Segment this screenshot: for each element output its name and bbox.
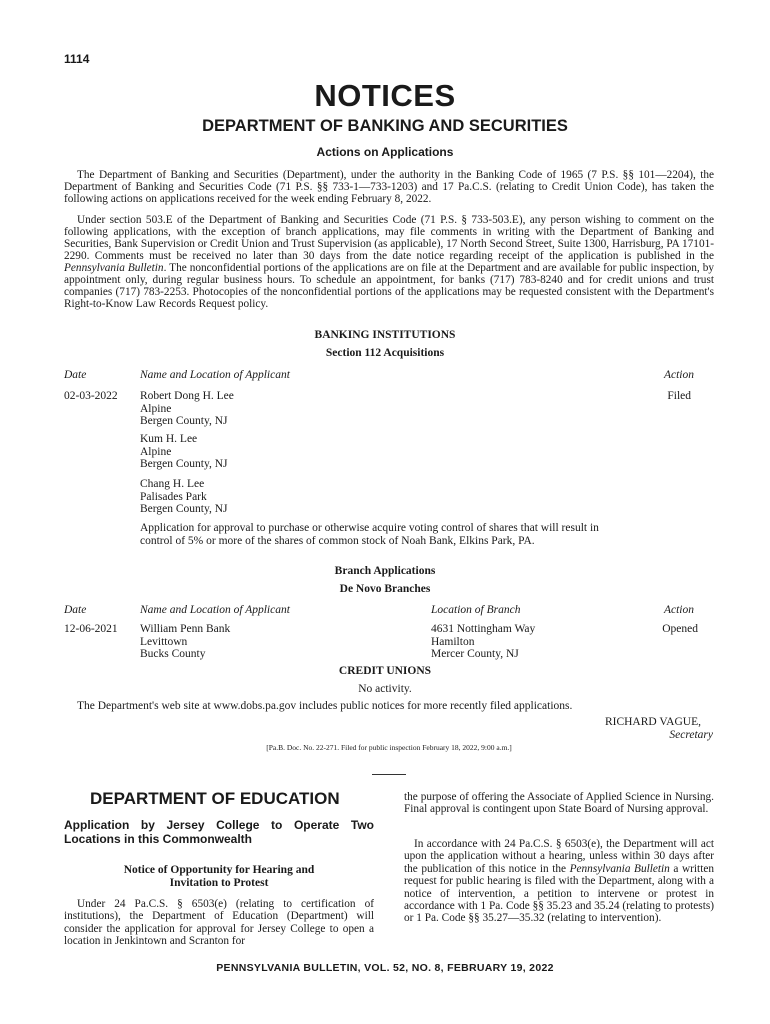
branch-action: Opened	[662, 623, 698, 635]
comment-paragraph	[64, 214, 714, 310]
credit-unions-status: No activity.	[358, 683, 412, 695]
department-title: DEPARTMENT OF BANKING AND SECURITIES	[202, 117, 568, 135]
branch-street: 4631 Nottingham Way	[431, 623, 536, 635]
education-title: DEPARTMENT OF EDUCATION	[90, 789, 340, 808]
education-right-text-b: a written request for public hearing is filed with the Department, along with a notice of intervention, a petition to intervene or protest in accordance with 1 Pa. Code §§ 35.23 and 35.24 (relating to protests) or 1 Pa. Code §§ 35.27—35.32 (relating to intervention).	[404, 862, 714, 925]
applicant-county: Bergen County, NJ	[140, 415, 228, 428]
page-footer: PENNSYLVANIA BULLETIN, VOL. 52, NO. 8, FEBRUARY 19, 2022	[216, 962, 554, 974]
subheading: Actions on Applications	[316, 145, 454, 159]
applicant-name: Kum H. Lee	[140, 433, 198, 445]
branch-applicant-city: Levittown	[140, 635, 188, 648]
applicant-county: Bergen County, NJ	[140, 458, 228, 471]
applicant-block	[140, 433, 228, 471]
notice-heading-line-1: Notice of Opportunity for Hearing and	[123, 864, 315, 876]
credit-unions-heading: CREDIT UNIONS	[338, 665, 432, 677]
education-subtitle-text: Application by Jersey College to Operate Two Locations in this Commonwealth	[64, 818, 374, 846]
branch-col-action: Action	[663, 604, 694, 616]
education-left-paragraph: Under 24 Pa.C.S. § 6503(e) (relating to certification of institutions), the Department of Education (Department) will consider the application for approval for Jersey College to open a location in Jenkintown and Scranton for	[64, 898, 374, 948]
section-title: NOTICES	[314, 78, 456, 113]
applicant-name: Robert Dong H. Lee	[140, 390, 234, 402]
banking-institutions-heading: BANKING INSTITUTIONS	[314, 329, 456, 341]
notice-heading	[64, 864, 374, 890]
education-subtitle	[64, 818, 374, 846]
branch-applicant-name: William Penn Bank	[140, 623, 231, 635]
document-filing-line: [Pa.B. Doc. No. 22-271. Filed for public inspection February 18, 2022, 9:00 a.m.]	[266, 743, 512, 752]
branch-applicant	[140, 623, 230, 661]
applicant-county: Bergen County, NJ	[140, 503, 228, 516]
applicant-block	[140, 390, 234, 428]
col-header-name: Name and Location of Applicant	[140, 369, 290, 381]
bulletin-name: Pennsylvania Bulletin	[64, 262, 164, 274]
denovo-branches-heading: De Novo Branches	[339, 583, 431, 595]
col-header-action: Action	[663, 369, 694, 381]
intro-paragraph: The Department of Banking and Securities (Department), under the authority in the Banking Code of 1965 (7 P.S. §§ 101—2204), the Department of Banking and Securities Code (71 P.S. §§ 733-1—733-1203) and 17 Pa.C.S. (relating to Credit Union Code), has taken the following actions on applications received for the week ending February 8, 2022.	[64, 169, 714, 205]
branch-county: Mercer County, NJ	[431, 648, 519, 661]
signature-title: Secretary	[669, 729, 713, 741]
education-right-paragraph-1: the purpose of offering the Associate of Applied Science in Nursing. Final approval is contingent upon State Board of Nursing approval.	[404, 791, 714, 816]
branch-location	[431, 623, 535, 661]
branch-col-name: Name and Location of Applicant	[140, 604, 290, 616]
section-divider	[372, 774, 406, 775]
website-note: The Department's web site at www.dobs.pa.gov includes public notices for more recently filed applications.	[77, 700, 573, 712]
signature-name: RICHARD VAGUE,	[604, 716, 701, 728]
education-right-paragraph-2	[404, 838, 714, 925]
acquisition-date: 02-03-2022	[64, 390, 118, 402]
education-right-text-a: In accordance with 24 Pa.C.S. § 6503(e), the Department will act upon the application without a hearing, unless within 30 days after the publication of this notice in the	[404, 838, 714, 875]
comment-paragraph-text-b: . The nonconfidential portions of the applications are on file at the Department and are available for public inspection, by appointment only, during regular business hours. To schedule an appointment, for banks (717) 783-8240 and for credit unions and trust companies (717) 783-2253. Photocopies of the nonconfidential portions of the applications may be requested consistent with the Department's Right-to-Know Law Records Request policy.	[64, 262, 714, 310]
acquisitions-heading: Section 112 Acquisitions	[325, 347, 445, 359]
branch-date: 12-06-2021	[64, 623, 118, 635]
branch-col-location: Location of Branch	[431, 604, 521, 616]
col-header-date: Date	[64, 369, 87, 381]
applicant-city: Alpine	[140, 445, 172, 458]
applicant-block	[140, 478, 228, 516]
branch-col-date: Date	[64, 604, 87, 616]
education-bulletin-name: Pennsylvania Bulletin	[569, 862, 670, 875]
applicant-name: Chang H. Lee	[140, 478, 205, 490]
branch-city: Hamilton	[431, 635, 475, 648]
acquisition-description: Application for approval to purchase or otherwise acquire voting control of shares that will result in control of 5% or more of the shares of common stock of Noah Bank, Elkins Park, PA.	[140, 522, 599, 547]
applicant-city: Palisades Park	[140, 490, 207, 503]
page-number: 1114	[64, 52, 90, 66]
notice-heading-line-2: Invitation to Protest	[169, 877, 269, 889]
acquisition-action: Filed	[667, 390, 691, 402]
applicant-city: Alpine	[140, 402, 172, 415]
branch-applications-heading: Branch Applications	[334, 565, 436, 577]
branch-applicant-county: Bucks County	[140, 648, 206, 661]
comment-paragraph-text-a: Under section 503.E of the Department of Banking and Securities Code (71 P.S. § 733-503.E), any person wishing to comment on the following applications, with the exception of branch applications, may file comments in writing with the Department of Banking and Securities, Bank Supervision or Credit Union and Trust Supervision (as applicable), 17 North Second Street, Suite 1300, Harrisburg, PA 17101-2290. Comments must be received no later than 30 days from the date notice regarding receipt of the application is published in the	[64, 214, 714, 262]
